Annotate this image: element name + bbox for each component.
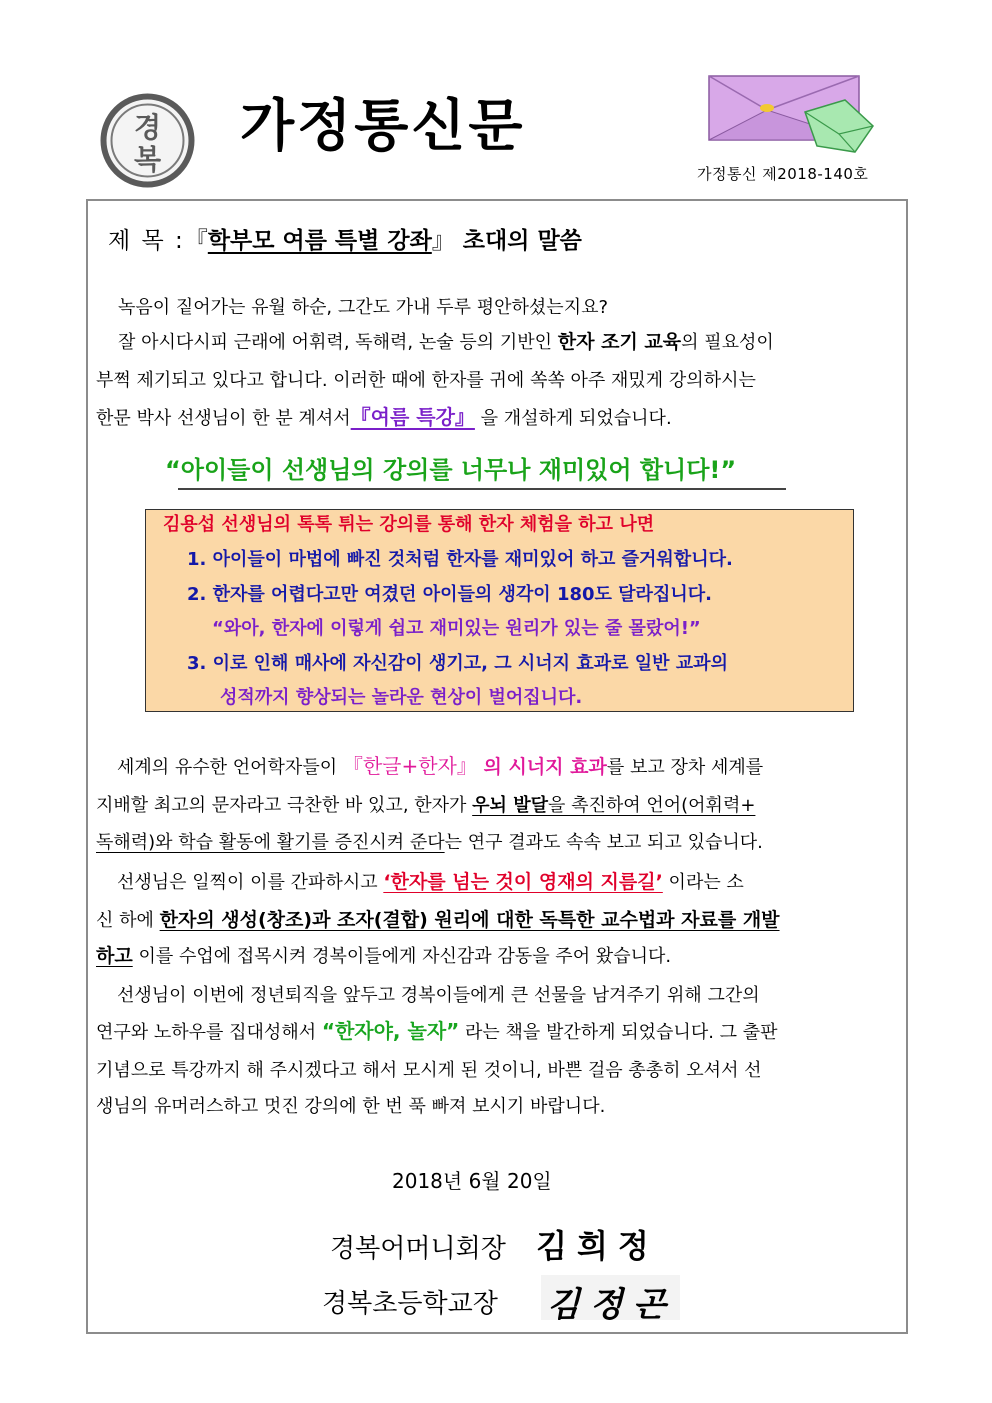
benefits-box [145, 509, 854, 712]
body-line-4 [117, 868, 744, 897]
subject-label: 제 목 : [108, 228, 185, 254]
signature-row-1 [330, 1221, 659, 1267]
intro-summer-course: 『여름 특강』 [350, 405, 475, 429]
body-line-8 [96, 1017, 778, 1047]
body-line-6a: 하고 [96, 945, 133, 967]
benefit-item-3: 3. 이로 인해 매사에 자신감이 생기고, 그 시너지 효과로 일반 교과의 [187, 653, 728, 674]
body-line-1d: 를 보고 장차 세계를 [606, 757, 764, 778]
benefits-heading: 김용섭 선생님의 톡톡 튀는 강의를 통해 한자 체험을 하고 나면 [163, 514, 655, 535]
benefit-item-1: 1. 아이들이 마법에 빠진 것처럼 한자를 재미있어 하고 즐거워합니다. [187, 549, 733, 570]
intro-line-1: 녹음이 짙어가는 유월 하순, 그간도 가내 두루 평안하셨는지요? [118, 297, 609, 318]
body-hangul-hanja: 『한글+한자』 [342, 754, 477, 778]
benefit-item-3-continued: 성적까지 향상되는 놀라운 현상이 벌어집니다. [220, 687, 583, 708]
subject-tail: 초대의 말씀 [454, 228, 582, 254]
intro-line-3: 부쩍 제기되고 있다고 합니다. 이러한 때에 한자를 귀에 쏙쏙 아주 재밌게 강의하시는 [96, 370, 756, 391]
benefit-item-2-quote: “와아, 한자에 이렇게 쉽고 재미있는 원리가 있는 줄 몰랐어!” [212, 618, 701, 639]
body-line-8c: 라는 책을 발간하게 되었습니다. 그 출판 [459, 1022, 778, 1043]
benefit-item-2: 2. 한자를 어렵다고만 여겼던 아이들의 생각이 180도 달라집니다. [187, 584, 712, 605]
subject-main: 학부모 여름 특별 강좌 [207, 228, 432, 254]
body-line-1 [117, 752, 763, 782]
signature-role-2: 경복초등학교장 [322, 1289, 498, 1319]
body-line-2a: 지배할 최고의 문자라고 극찬한 바 있고, 한자가 [96, 795, 473, 816]
principal-signature [541, 1275, 680, 1325]
body-synergy: 의 시너지 효과 [476, 756, 607, 778]
intro-line-2a: 잘 아시다시피 근래에 어휘력, 독해력, 논술 등의 기반인 [118, 332, 558, 353]
envelope-illustration [705, 72, 875, 170]
body-teaching-method: 한자의 생성(창조)과 조자(결합) 원리에 대한 독특한 교수법과 자료를 개발 [159, 909, 780, 931]
page-title: 가정통신문 [240, 94, 526, 159]
issue-number: 가정통신 제2018-140호 [697, 165, 869, 183]
body-line-4a: 선생님은 일찍이 이를 간파하시고 [117, 872, 384, 893]
body-line-6 [96, 942, 671, 971]
body-line-7: 선생님이 이번에 정년퇴직을 앞두고 경복이들에게 큰 선물을 남겨주기 위해 그간의 [117, 985, 760, 1006]
subject-open-bracket: 『 [184, 228, 208, 254]
intro-line-4 [96, 403, 672, 433]
body-line-4c: 이라는 소 [662, 872, 744, 893]
signature-row-2 [322, 1283, 498, 1320]
body-line-6b: 이를 수업에 접목시켜 경복이들에게 자신감과 감동을 주어 왔습니다. [132, 946, 672, 967]
intro-line-4a: 한문 박사 선생님이 한 분 계셔서 [96, 408, 351, 429]
body-line-1a: 세계의 유수한 언어학자들이 [117, 757, 343, 778]
letter-date: 2018년 6월 20일 [392, 1169, 552, 1193]
body-line-2 [96, 792, 755, 820]
body-line-5a: 신 하에 [96, 910, 160, 931]
body-line-2c: 을 촉진하여 언어(어휘력+ [547, 795, 756, 816]
body-line-9: 기념으로 특강까지 해 주시겠다고 해서 모시게 된 것이니, 바쁜 걸음 총총히 오셔서 선 [96, 1060, 762, 1081]
body-line-8a: 연구와 노하우를 집대성해서 [96, 1022, 322, 1043]
body-line-5 [96, 906, 780, 935]
body-line-3a: 독해력)와 학습 활동에 활기를 증진시켜 준다 [96, 832, 445, 853]
signature-name-1: 김희정 [536, 1227, 659, 1265]
subject-line [108, 224, 582, 258]
school-logo [100, 93, 195, 188]
body-right-brain: 우뇌 발달 [472, 795, 548, 816]
logo-top-char: 경 [133, 111, 162, 144]
subject-close-bracket: 』 [431, 228, 455, 254]
body-gifted-path: ‘한자를 넘는 것이 영재의 지름길’ [383, 871, 663, 893]
signature-name-2: 김정곤 [547, 1285, 676, 1325]
body-line-10: 생님의 유머러스하고 멋진 강의에 한 번 푹 빠져 보시기 바랍니다. [96, 1096, 606, 1117]
body-line-3b: 는 연구 결과도 속속 보고 되고 있습니다. [444, 832, 763, 853]
intro-line-2 [118, 328, 774, 357]
intro-line-4c: 을 개설하게 되었습니다. [474, 408, 672, 429]
body-book-title: “한자야, 놀자” [321, 1019, 460, 1043]
logo-bottom-char: 복 [133, 143, 162, 176]
quote-underline [178, 488, 786, 490]
highlight-quote: “아이들이 선생님의 강의를 너무나 재미있어 합니다!” [165, 456, 737, 484]
signature-role-1: 경복어머니회장 [330, 1234, 506, 1264]
body-line-3 [96, 829, 763, 857]
intro-highlight-early-education: 한자 조기 교육 [557, 331, 682, 353]
intro-line-2c: 의 필요성이 [681, 332, 774, 353]
